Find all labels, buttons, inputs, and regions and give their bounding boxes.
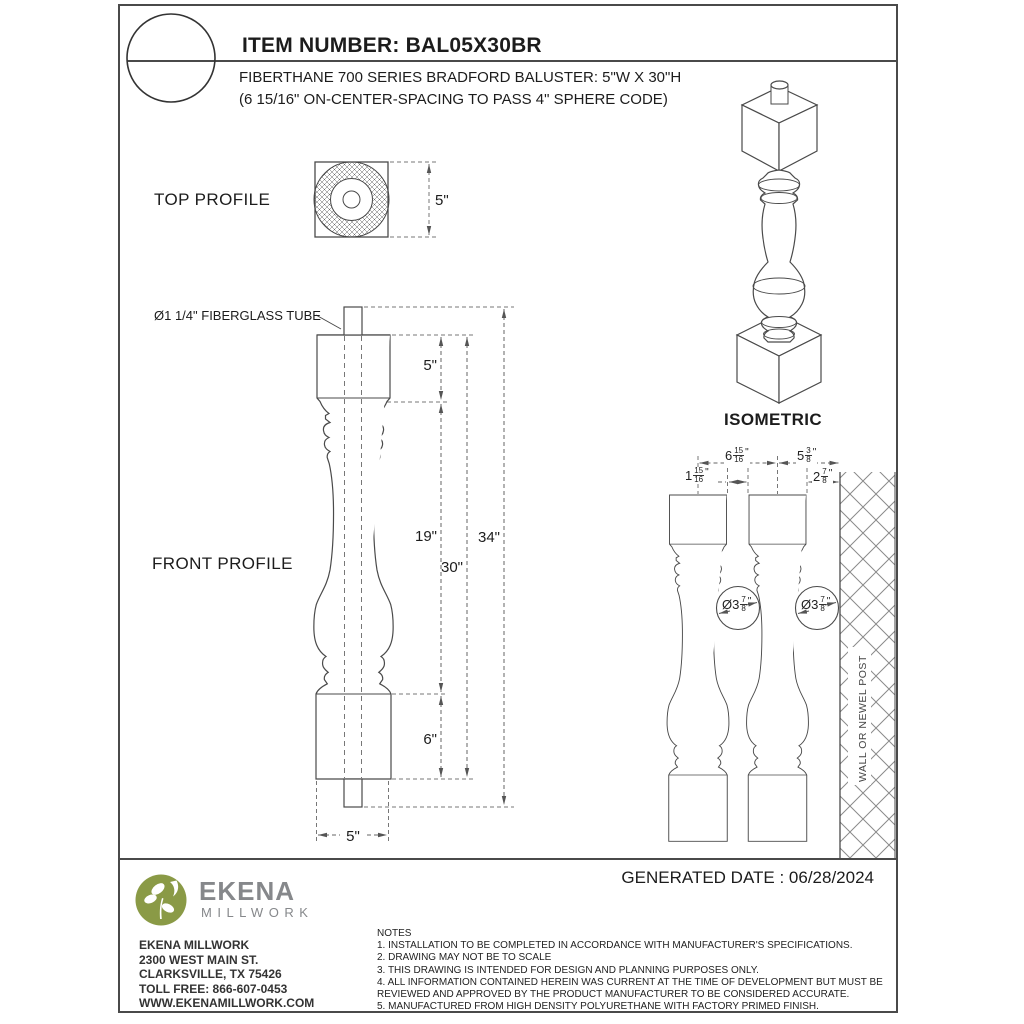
isometric-label: ISOMETRIC [724,410,823,429]
spacing-baluster-1 [667,495,729,841]
overall-height-dim: 30" [440,559,463,576]
baluster-gap-dim: 1 $\frac{15}{16}$ " [685,466,709,484]
tube-peg [771,81,788,104]
sheet-border [118,4,898,1013]
projection-symbol-icon [120,10,240,115]
spacing-diagram [642,442,900,862]
top-profile-label: TOP PROFILE [154,190,271,209]
overall-with-tube-dim: 34" [477,529,500,546]
turning-height-dim: 19" [414,528,437,545]
note-item: 2. DRAWING MAY NOT BE TO SCALE [377,952,552,964]
notes-block [377,928,905,1013]
isometric-drawing [702,72,902,412]
address-line: CLARKSVILLE, TX 75426 [139,967,282,981]
wall-label: WALL OR NEWEL POST [857,655,869,782]
on-center-spacing-dim: 6 $\frac{15}{16}$ " [725,446,749,464]
address-line: TOLL FREE: 866-607-0453 [139,981,288,996]
sphere-diameter-dim-2: Ø3 $\frac{7}{8}$ " [801,595,831,613]
sphere-diameter-dim-1: Ø3 $\frac{7}{8}$ " [722,595,752,613]
spacing-baluster-2 [747,495,809,841]
header-rule [127,60,898,62]
note-item: 3. THIS DRAWING IS INTENDED FOR DESIGN AND PLANNING PURPOSES ONLY. [377,964,759,976]
bottom-block-height-dim: 6" [423,731,437,748]
baluster-outline [314,335,393,779]
ekena-logo-icon [134,872,194,932]
description-line-2: (6 15/16" ON-CENTER-SPACING TO PASS 4" SPHERE CODE) [239,91,668,108]
address-line: WWW.EKENAMILLWORK.COM [139,996,315,1010]
center-to-wall-dim: 5 $\frac{3}{8}$ " [797,446,817,464]
front-profile-label: FRONT PROFILE [152,554,293,573]
front-profile-drawing [142,292,534,864]
address-line: EKENA MILLWORK [139,938,250,952]
top-profile-dimension-lines [390,162,439,237]
note-item: 4. ALL INFORMATION CONTAINED HEREIN WAS CURRENT AT THE TIME OF DEVELOPMENT BUT MUST BE REVIEWED AND APPROVED BY THE PRODUCT MANUFACTURER TO BE CONSIDERED ACCURATE. [377,976,883,1001]
item-number-title: ITEM NUMBER: BAL05X30BR [242,34,542,57]
spacing-extension-lines [698,456,807,494]
wall-gap-dim: 2 $\frac{7}{8}$ " [813,467,833,485]
notes-title: NOTES [377,928,412,939]
top-block-height-dim: 5" [423,357,437,374]
footer-rule [120,858,896,860]
description-line-1: FIBERTHANE 700 SERIES BRADFORD BALUSTER: 5"W X 30"H [239,69,682,86]
address-line: 2300 WEST MAIN ST. [139,952,259,967]
note-item: 5. MANUFACTURED FROM HIGH DENSITY POLYURETHANE WITH FACTORY PRIMED FINISH. [377,1001,819,1013]
note-item: 1. INSTALLATION TO BE COMPLETED IN ACCORDANCE WITH MANUFACTURER'S SPECIFICATIONS. [377,940,853,952]
brand-name: EKENA [199,876,296,906]
top-profile-drawing [302,152,462,262]
company-address [139,938,314,1011]
knurled-ring [314,162,389,237]
tube-callout: Ø1 1/4" FIBERGLASS TUBE [154,308,321,323]
brand-subname: MILLWORK [201,905,314,920]
generated-date: GENERATED DATE : 06/28/2024 [621,868,874,887]
top-profile-width-dim: 5" [435,192,449,209]
base-width-dim: 5" [346,828,360,845]
isometric-baluster [737,81,821,403]
